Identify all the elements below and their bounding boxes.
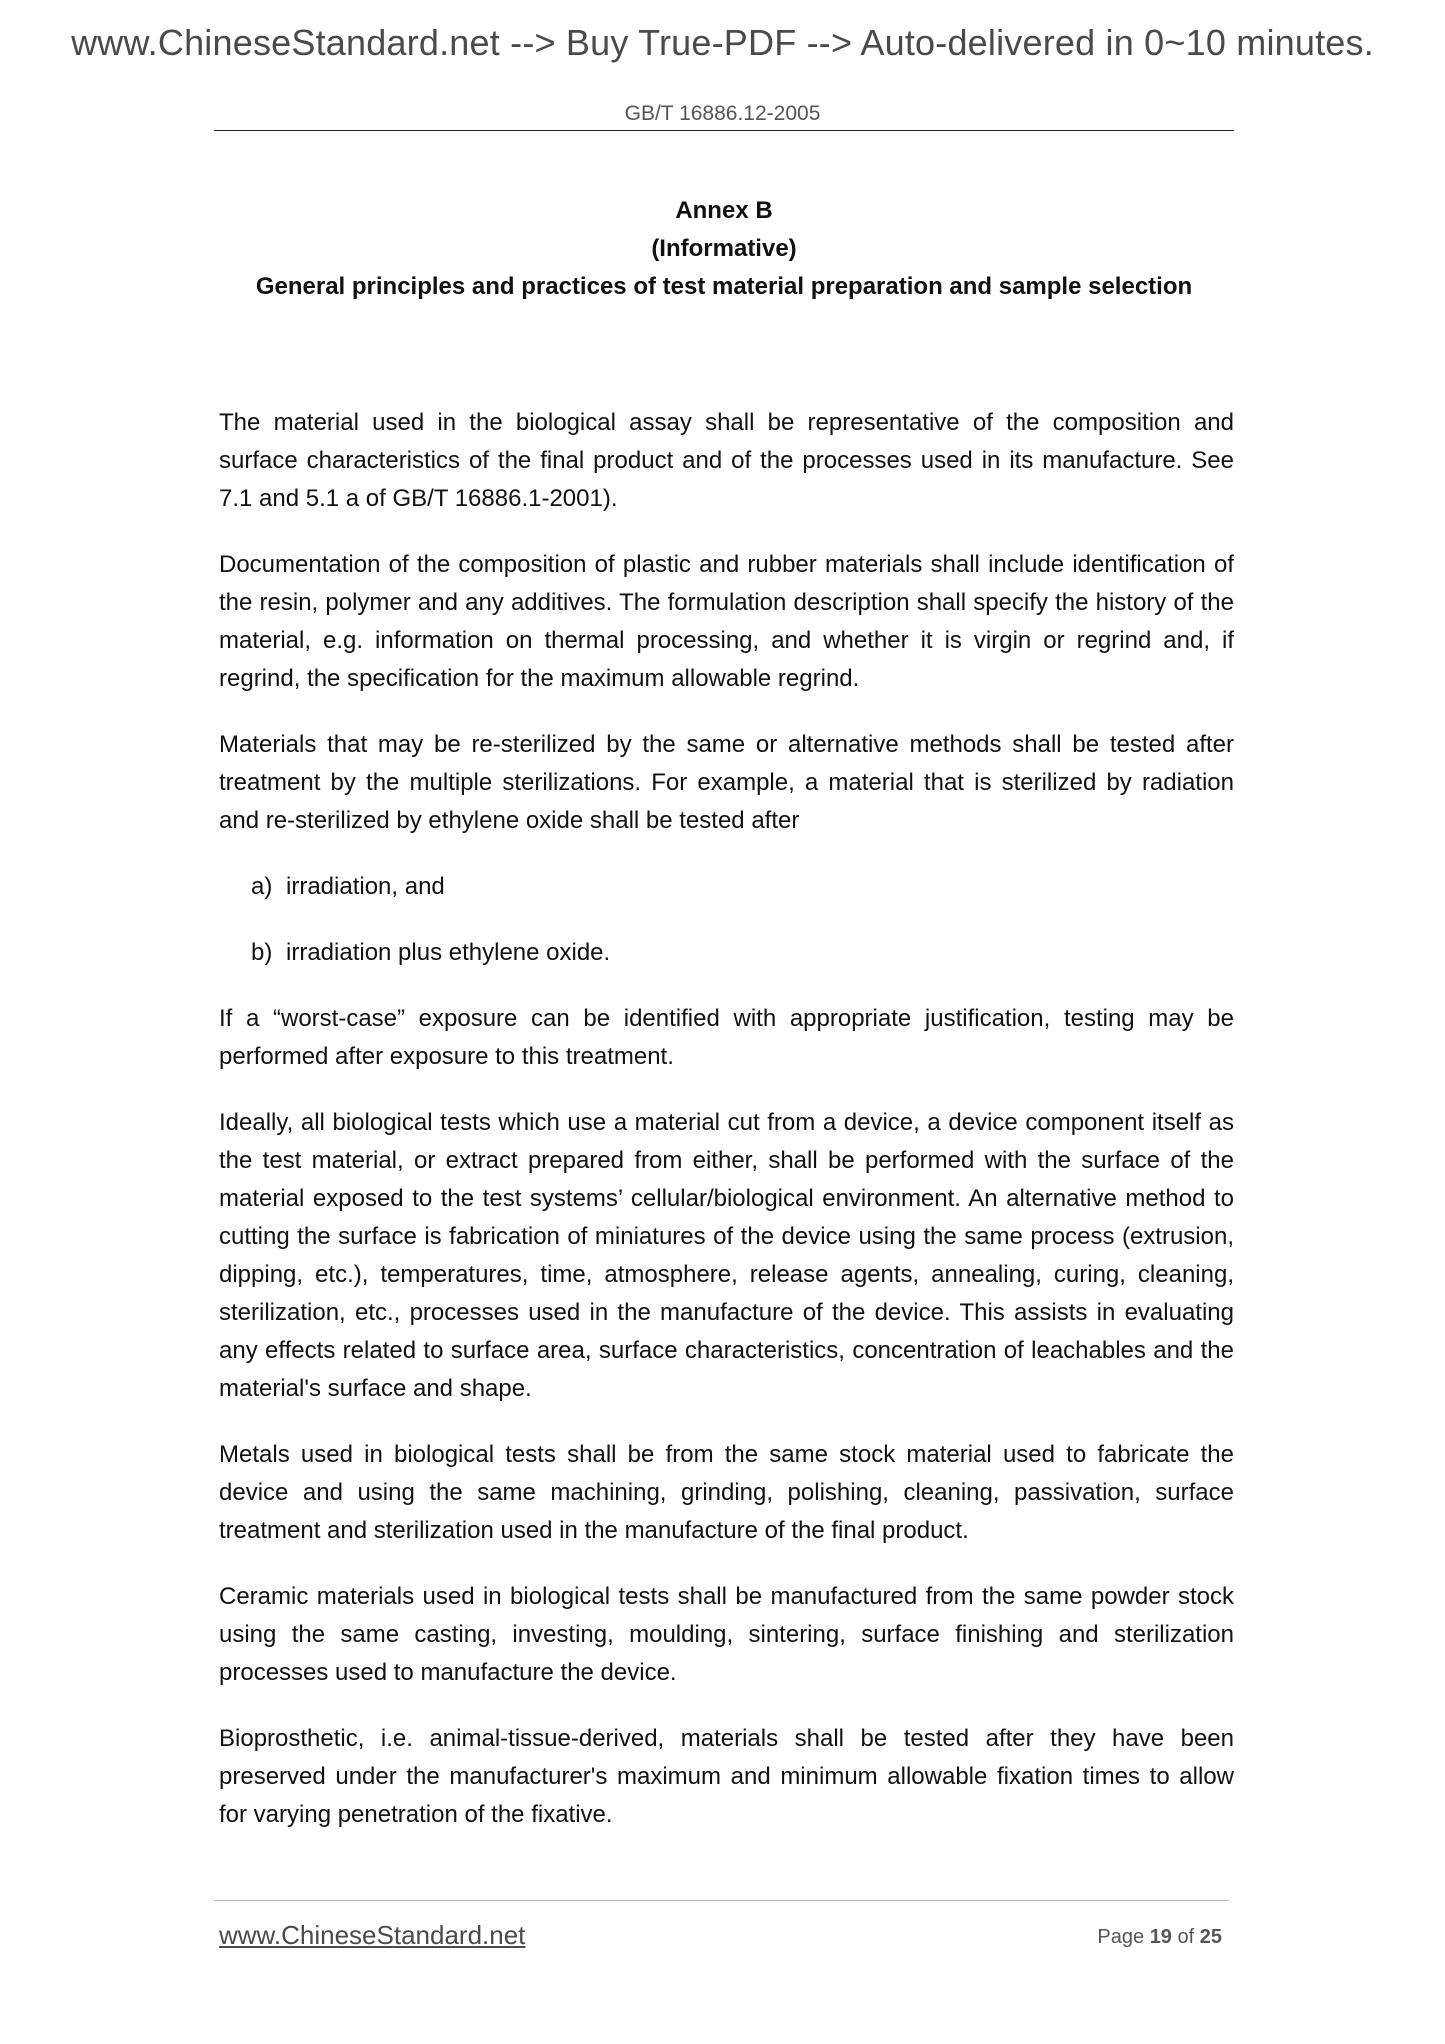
header-banner: www.ChineseStandard.net --> Buy True-PDF --> Auto-delivered in 0~10 minutes.: [71, 22, 1374, 63]
footer-divider: [214, 1900, 1229, 1901]
paragraph-surface-exposure: Ideally, all biological tests which use a material cut from a device, a device component itself as the test material, or extract prepared from either, shall be performed with the surface of the material exposed to the test systems’ cellular/biological environment. An alternative method to cutting the surface is fabrication of miniatures of the device using the same process (extrusion, dipping, etc.), temperatures, time, atmosphere, release agents, annealing, curing, cleaning, sterilization, etc., processes used in the manufacture of the device. This assists in evaluating any effects related to surface area, surface characteristics, concentration of leachables and the material's surface and shape.: [219, 1109, 1234, 1402]
annex-heading: [214, 192, 1234, 306]
paragraph-metals: Metals used in biological tests shall be from the same stock material used to fabricate the device and using the same machining, grinding, polishing, cleaning, passivation, surface treatment and sterilization used in the manufacture of the final product.: [219, 1441, 1234, 1544]
footer-website-link[interactable]: www.ChineseStandard.net: [219, 1920, 526, 1950]
paragraph-documentation: Documentation of the composition of plastic and rubber materials shall include identification of the resin, polymer and any additives. The formulation description shall specify the history of the material, e.g. information on thermal processing, and whether it is virgin or regrind and, if regrind, the specification for the maximum allowable regrind.: [219, 551, 1234, 692]
list-item: [219, 934, 1234, 972]
page-total: 25: [1199, 1926, 1222, 1948]
page-of-label: of: [1177, 1926, 1195, 1948]
page-label: Page: [1097, 1926, 1145, 1948]
paragraph-ceramics: Ceramic materials used in biological tests shall be manufactured from the same powder stock using the same casting, investing, moulding, sintering, surface finishing and sterilization processes used to manufacture the device.: [219, 1583, 1234, 1686]
list-marker: b): [251, 939, 273, 966]
list-marker: a): [251, 873, 273, 900]
page-current: 19: [1149, 1926, 1172, 1948]
annex-title: Annex B: [675, 197, 773, 224]
paragraph-re-sterilization: Materials that may be re-sterilized by the same or alternative methods shall be tested after treatment by the multiple sterilizations. For example, a material that is sterilized by radiation and re-sterilized by ethylene oxide shall be tested after: [219, 731, 1234, 834]
list-item-text: irradiation, and: [286, 873, 445, 900]
paragraph-bioprosthetic: Bioprosthetic, i.e. animal-tissue-derived, materials shall be tested after they have been preserved under the manufacturer's maximum and minimum allowable fixation times to allow for varying penetration of the fixative.: [219, 1725, 1234, 1828]
annex-subtitle: General principles and practices of test material preparation and sample selection: [255, 273, 1193, 300]
document-body: [219, 404, 1234, 1862]
paragraph-worst-case: If a “worst-case” exposure can be identified with appropriate justification, testing may be performed after exposure to this treatment.: [219, 1005, 1234, 1070]
header-divider: [214, 130, 1234, 131]
page-number: [1097, 1926, 1222, 1949]
list-item-text: irradiation plus ethylene oxide.: [286, 939, 611, 966]
paragraph-representative-material: The material used in the biological assay shall be representative of the composition and surface characteristics of the final product and of the processes used in its manufacture. See 7.1 and 5.1 a of GB/T 16886.1-2001).: [219, 409, 1234, 512]
document-id: GB/T 16886.12-2005: [624, 102, 821, 125]
annex-type: (Informative): [651, 235, 797, 262]
list-item: [219, 868, 1234, 906]
